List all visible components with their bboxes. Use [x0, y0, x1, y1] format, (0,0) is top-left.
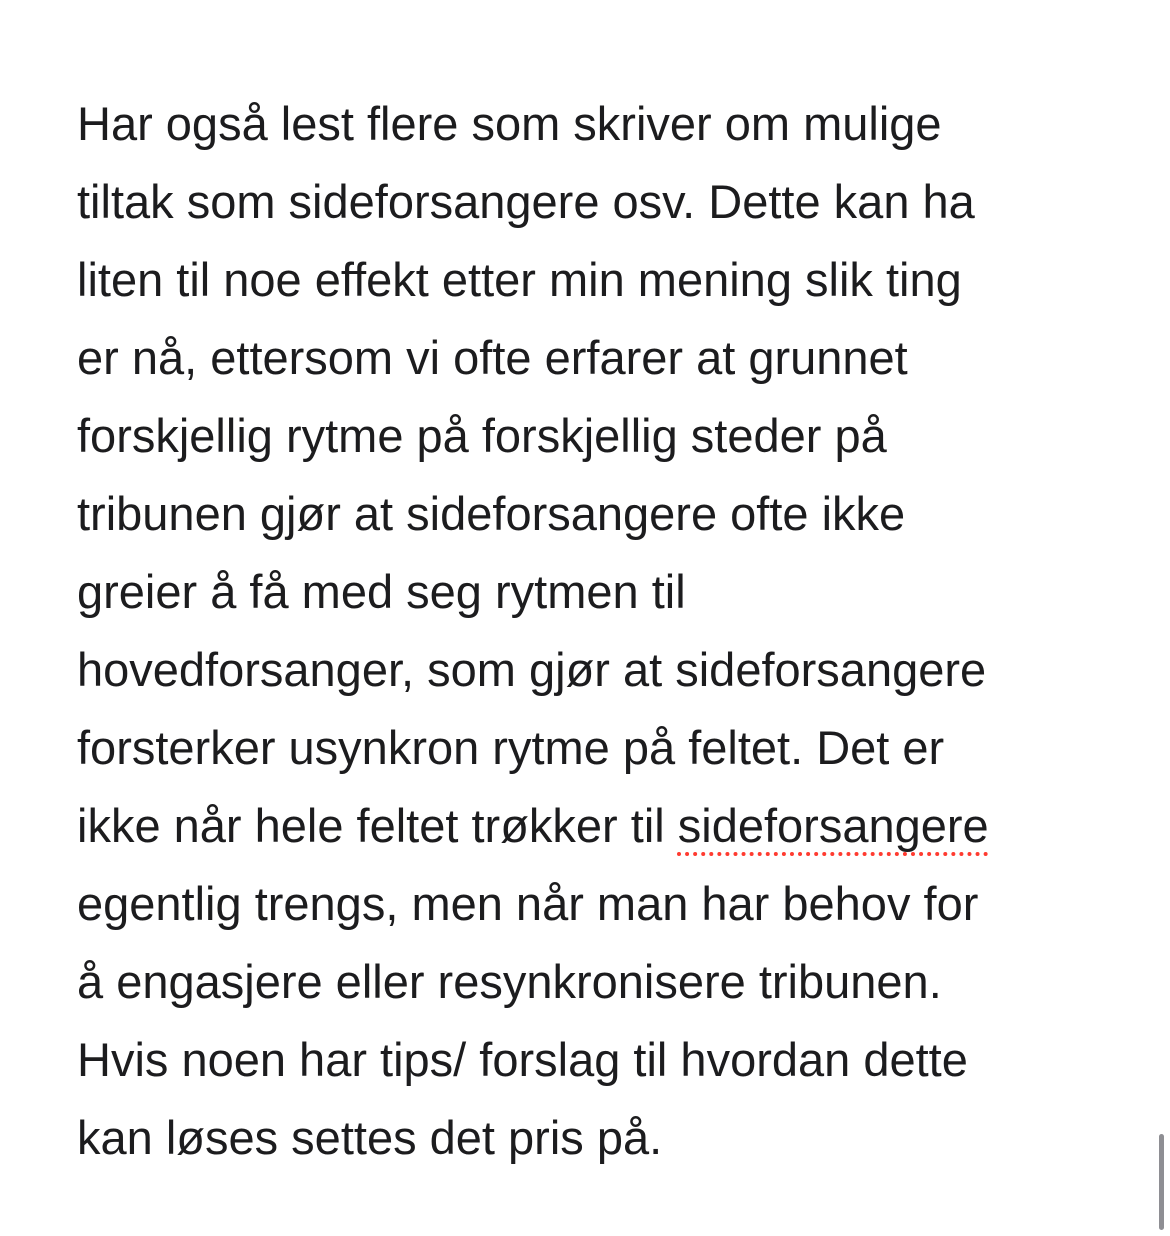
text-line	[77, 796, 989, 856]
vertical-scrollbar[interactable]	[1159, 1134, 1164, 1230]
misspelled-word[interactable]: sideforsangere	[677, 799, 989, 852]
text-line-segment: ikke når hele feltet trøkker til	[77, 799, 678, 852]
text-line: forskjellig rytme på forskjellig steder på	[77, 409, 887, 462]
text-line: egentlig trengs, men når man har behov for	[77, 877, 979, 930]
text-line: forsterker usynkron rytme på feltet. Det er	[77, 721, 945, 774]
text-line: tribunen gjør at sideforsangere ofte ikke	[77, 487, 906, 540]
text-line: Har også lest flere som skriver om mulige	[77, 97, 942, 150]
text-line: hovedforsanger, som gjør at sideforsangere	[77, 643, 987, 696]
text-line: kan løses settes det pris på.	[77, 1111, 663, 1164]
text-line: er nå, ettersom vi ofte erfarer at grunnet	[77, 331, 908, 384]
text-line: Hvis noen har tips/ forslag til hvordan dette	[77, 1033, 968, 1086]
text-line: liten til noe effekt etter min mening slik ting	[77, 253, 962, 306]
text-line: greier å få med seg rytmen til	[77, 565, 686, 618]
text-line: å engasjere eller resynkronisere tribunen.	[77, 955, 942, 1008]
text-line: tiltak som sideforsangere osv. Dette kan ha	[77, 175, 975, 228]
